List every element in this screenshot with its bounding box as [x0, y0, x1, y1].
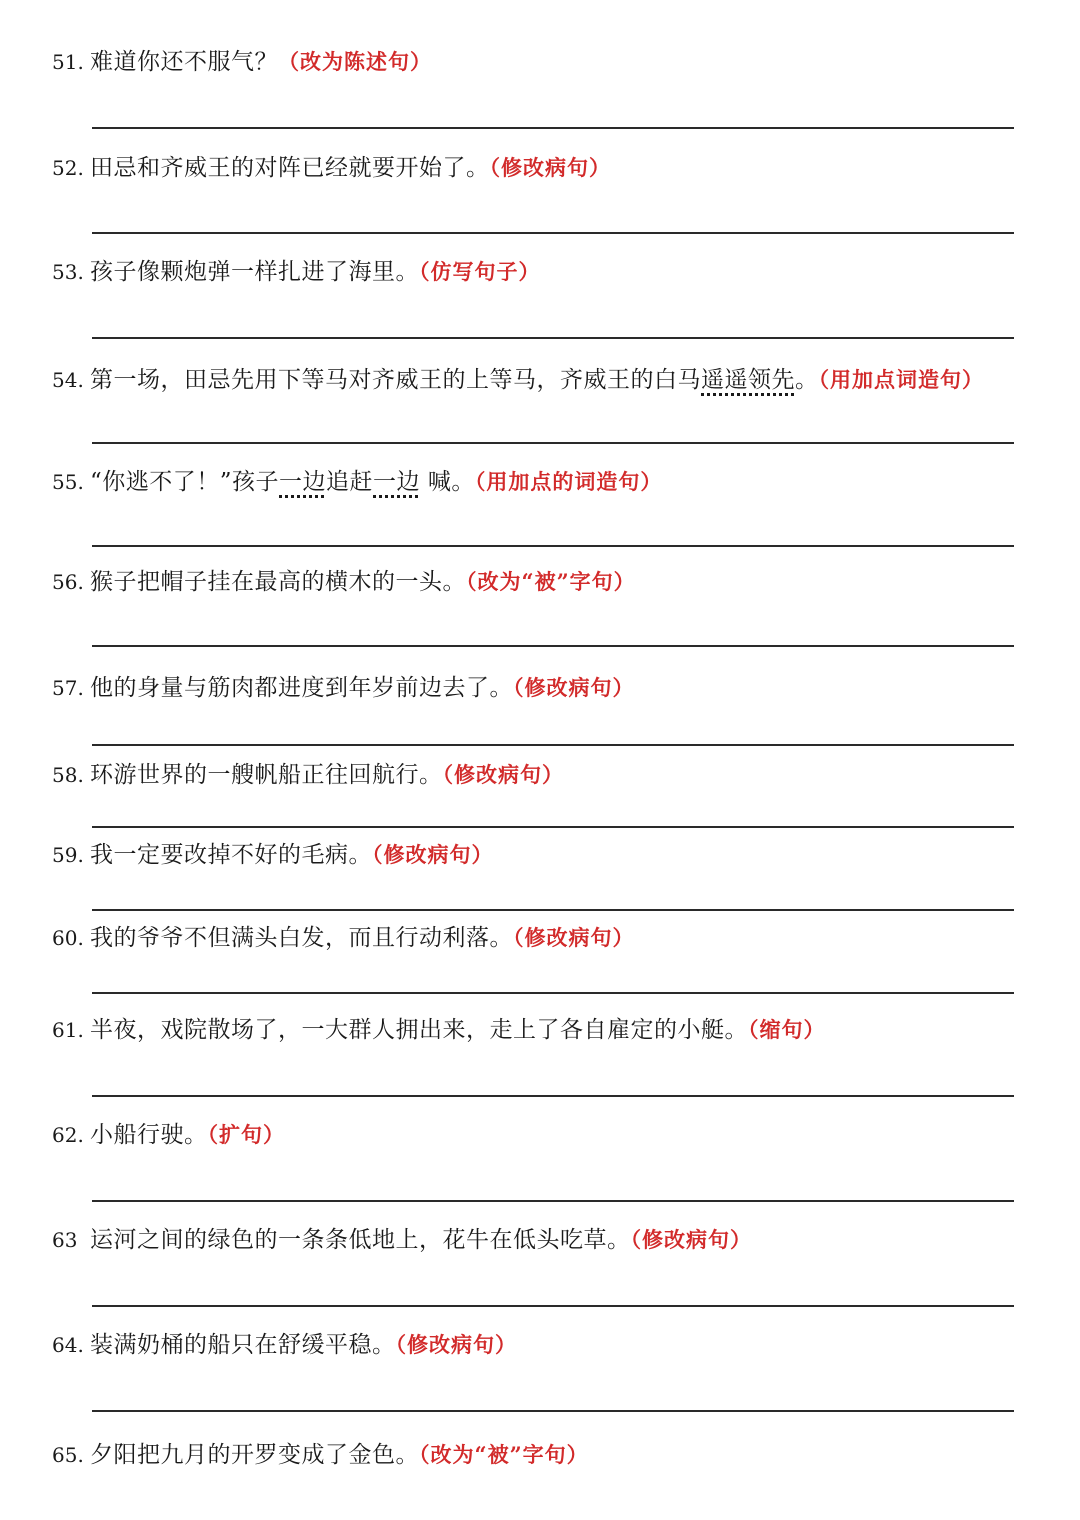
question-65 [52, 1435, 1032, 1475]
answer-line[interactable] [92, 545, 1014, 547]
instruction-hint: （改为“被”字句） [419, 1442, 589, 1467]
dotted-word: 一边 [373, 469, 421, 495]
question-text: 夕阳把九月的开罗变成了金色。 [90, 1442, 419, 1468]
question-text: 运河之间的绿色的一条条低地上，花牛在低头吃草。 [90, 1227, 631, 1253]
question-number: 62. [52, 1123, 84, 1147]
question-52 [52, 148, 1032, 188]
question-text: 环游世界的一艘帆船正往回航行。 [90, 762, 443, 788]
question-number: 51. [52, 50, 84, 74]
instruction-hint: （修改病句） [372, 842, 494, 867]
instruction-hint: （用加点的词造句） [474, 469, 663, 494]
question-number: 65. [52, 1443, 84, 1467]
answer-line[interactable] [92, 442, 1014, 444]
instruction-hint: （扩句） [207, 1122, 285, 1147]
question-62 [52, 1115, 1032, 1155]
question-63 [52, 1220, 1032, 1260]
question-text: 难道你还不服气？ [90, 49, 278, 75]
question-text: 装满奶桶的船只在舒缓平稳。 [90, 1332, 396, 1358]
answer-line[interactable] [92, 645, 1014, 647]
answer-line[interactable] [92, 1095, 1014, 1097]
answer-line[interactable] [92, 909, 1014, 911]
instruction-hint: （改为陈述句） [278, 49, 432, 74]
question-64 [52, 1325, 1032, 1365]
question-text: 小船行驶。 [90, 1122, 208, 1148]
question-text: 喊。 [420, 469, 475, 495]
question-number: 58. [52, 763, 84, 787]
question-text: 。 [795, 367, 819, 393]
question-text: 田忌和齐威王的对阵已经就要开始了。 [90, 155, 490, 181]
answer-line[interactable] [92, 744, 1014, 746]
instruction-hint: （修改病句） [489, 155, 611, 180]
answer-line[interactable] [92, 1305, 1014, 1307]
answer-line[interactable] [92, 1200, 1014, 1202]
instruction-hint: （修改病句） [630, 1227, 752, 1252]
question-text: 追赶 [326, 469, 374, 495]
question-54 [52, 360, 1032, 400]
question-number: 54. [52, 368, 84, 392]
question-number: 55. [52, 470, 84, 494]
instruction-hint: （修改病句） [442, 762, 564, 787]
question-text: 我的爷爷不但满头白发，而且行动利落。 [90, 925, 513, 951]
question-55 [52, 462, 1032, 502]
answer-line[interactable] [92, 127, 1014, 129]
question-number: 63 [52, 1228, 78, 1252]
dotted-word: 遥遥领先 [701, 367, 795, 393]
instruction-hint: （修改病句） [513, 925, 635, 950]
answer-line[interactable] [92, 826, 1014, 828]
instruction-hint: （改为“被”字句） [466, 569, 636, 594]
question-number: 60. [52, 926, 84, 950]
question-text: 猴子把帽子挂在最高的横木的一头。 [90, 569, 466, 595]
question-number: 57. [52, 676, 84, 700]
question-number: 52. [52, 156, 84, 180]
dotted-word: 一边 [279, 469, 327, 495]
question-56 [52, 562, 1032, 602]
question-number: 56. [52, 570, 84, 594]
question-text: 我一定要改掉不好的毛病。 [90, 842, 372, 868]
question-text: 孩子像颗炮弹一样扎进了海里。 [90, 259, 419, 285]
question-59 [52, 835, 1032, 875]
question-58 [52, 755, 1032, 795]
instruction-hint: （用加点词造句） [818, 367, 984, 392]
answer-line[interactable] [92, 337, 1014, 339]
question-53 [52, 252, 1032, 292]
question-number: 64. [52, 1333, 84, 1357]
answer-line[interactable] [92, 992, 1014, 994]
question-number: 53. [52, 260, 84, 284]
question-text: 第一场，田忌先用下等马对齐威王的上等马，齐威王的白马 [90, 367, 701, 393]
question-51 [52, 42, 1032, 82]
instruction-hint: （修改病句） [395, 1332, 517, 1357]
question-number: 59. [52, 843, 84, 867]
question-number: 61. [52, 1018, 84, 1042]
question-61 [52, 1010, 1032, 1050]
instruction-hint: （缩句） [748, 1017, 826, 1042]
answer-line[interactable] [92, 232, 1014, 234]
question-60 [52, 918, 1032, 958]
instruction-hint: （仿写句子） [419, 259, 541, 284]
question-57 [52, 668, 1032, 708]
question-text: 半夜，戏院散场了，一大群人拥出来，走上了各自雇定的小艇。 [90, 1017, 748, 1043]
question-text: “你逃不了！”孩子 [90, 469, 280, 495]
question-text: 他的身量与筋肉都进度到年岁前边去了。 [90, 675, 513, 701]
answer-line[interactable] [92, 1410, 1014, 1412]
instruction-hint: （修改病句） [513, 675, 635, 700]
